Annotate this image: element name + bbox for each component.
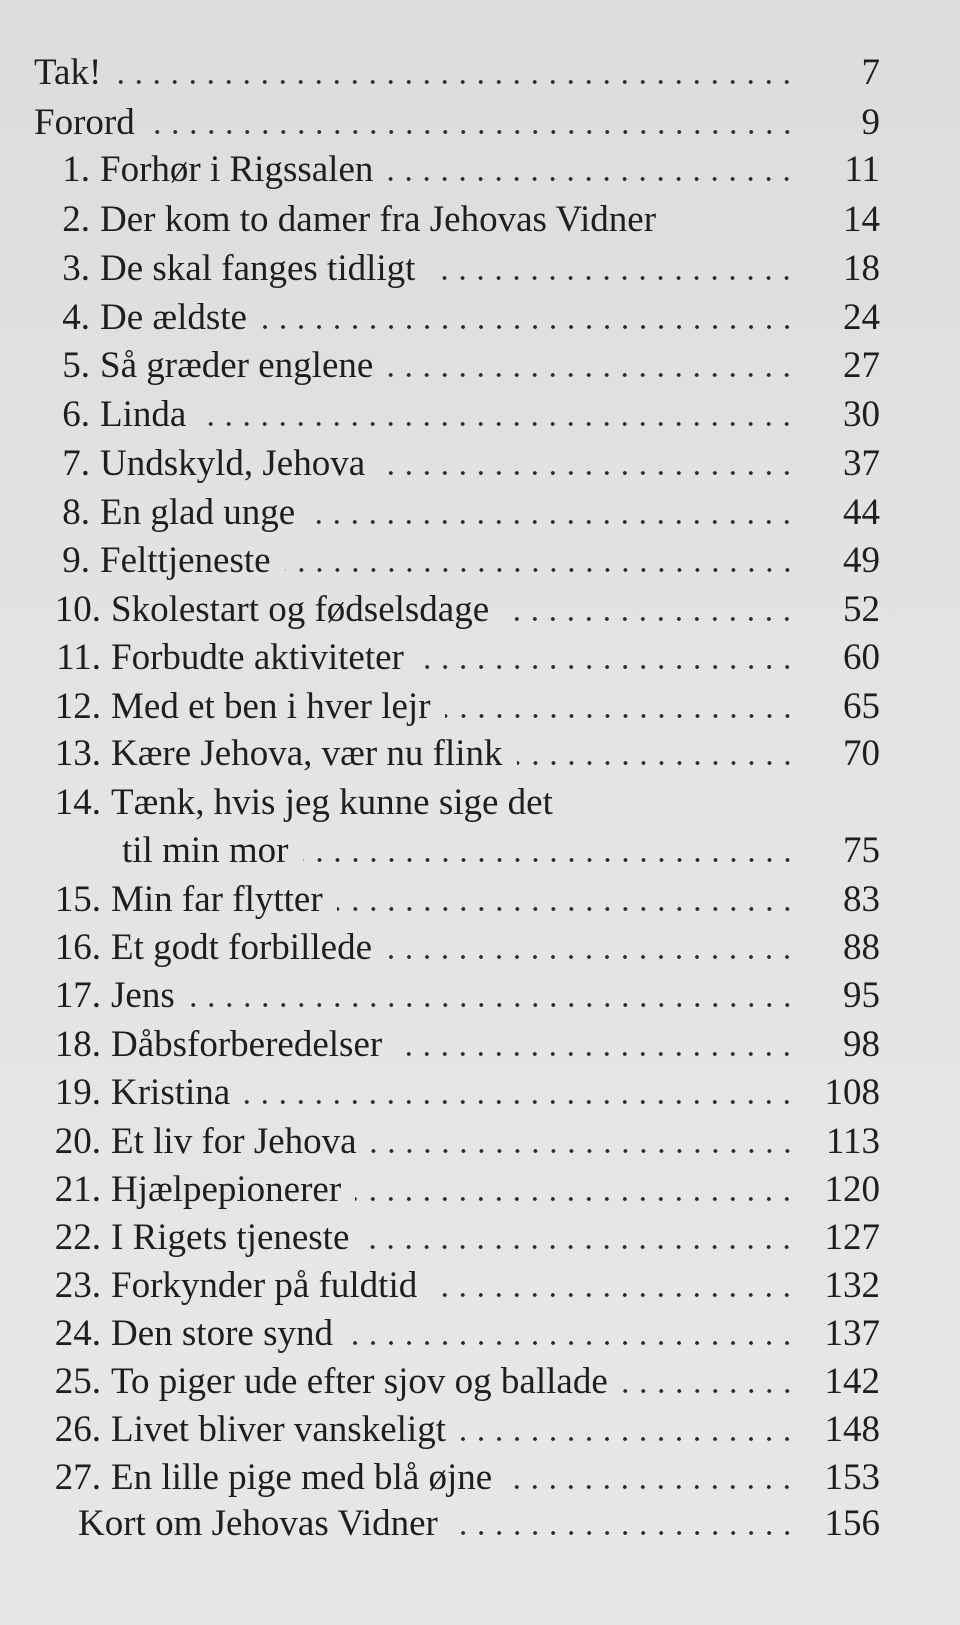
chapter-number: 22. — [54, 1217, 101, 1258]
toc-entry — [50, 393, 880, 437]
page-number: 148 — [824, 1409, 880, 1450]
toc-entry — [46, 926, 880, 970]
page-number: 142 — [824, 1361, 880, 1402]
chapter-number: 23. — [54, 1265, 101, 1306]
dot-leader — [517, 760, 796, 766]
chapter-number: 3. — [62, 248, 90, 289]
page-number: 83 — [843, 879, 880, 920]
toc-entry — [46, 1216, 880, 1260]
chapter-title: Dåbsforberedelser — [111, 1024, 383, 1065]
dot-leader — [149, 129, 796, 135]
toc-entry — [50, 198, 880, 242]
chapter-number: 7. — [62, 443, 90, 484]
page-number: 37 — [843, 443, 880, 484]
page-number: 24 — [843, 297, 880, 338]
page-number: 65 — [843, 686, 880, 727]
chapter-title: I Rigets tjeneste — [111, 1217, 350, 1258]
dot-leader — [303, 857, 797, 863]
chapter-title: Tak! — [34, 52, 102, 93]
dot-leader — [363, 1244, 796, 1250]
chapter-number: 18. — [54, 1024, 101, 1065]
dot-leader — [371, 1148, 796, 1154]
toc-entry — [46, 732, 880, 776]
dot-leader — [431, 1292, 796, 1298]
chapter-number: 4. — [62, 297, 90, 338]
page-number: 108 — [824, 1072, 880, 1113]
chapter-number: 11. — [56, 637, 101, 678]
toc-entry — [78, 1502, 880, 1546]
page-number: 27 — [843, 345, 880, 386]
page-number: 11 — [844, 149, 880, 190]
chapter-title: Jens — [111, 975, 175, 1016]
toc-entry — [50, 296, 880, 340]
chapter-number: 26. — [54, 1409, 101, 1450]
dot-leader — [418, 664, 796, 670]
dot-leader — [429, 275, 796, 281]
chapter-title: To piger ude efter sjov og ballade — [111, 1361, 608, 1402]
chapter-number: 16. — [54, 927, 101, 968]
dot-leader — [337, 906, 796, 912]
chapter-title: Et liv for Jehova — [111, 1121, 357, 1162]
page-number: 52 — [843, 589, 880, 630]
chapter-title: De skal fanges tidligt — [100, 248, 416, 289]
chapter-title: En lille pige med blå øjne — [111, 1457, 493, 1498]
toc-entry — [46, 1312, 880, 1356]
chapter-title: Kristina — [111, 1072, 231, 1113]
page-number: 137 — [824, 1313, 880, 1354]
chapter-number: 25. — [54, 1361, 101, 1402]
chapter-title: Forbudte aktiviteter — [111, 637, 404, 678]
page-number: 9 — [861, 102, 880, 143]
dot-leader — [622, 1388, 796, 1394]
chapter-number: 17. — [54, 975, 101, 1016]
dot-leader — [387, 372, 796, 378]
toc-entry — [50, 539, 880, 583]
toc-entry — [46, 1408, 880, 1452]
chapter-title: Skolestart og fødselsdage — [111, 589, 490, 630]
chapter-number: 10. — [54, 589, 101, 630]
page-number: 75 — [843, 830, 880, 871]
chapter-title: Min far flytter — [111, 879, 323, 920]
chapter-number: 21. — [54, 1169, 101, 1210]
page-number: 60 — [843, 637, 880, 678]
toc-entry — [50, 344, 880, 388]
chapter-title: Forhør i Rigssalen — [100, 149, 374, 190]
dot-leader — [347, 1340, 796, 1346]
dot-leader — [387, 176, 796, 182]
dot-leader — [200, 421, 796, 427]
chapter-title: De ældste — [100, 297, 247, 338]
dot-leader — [309, 519, 796, 525]
toc-entry — [50, 148, 880, 192]
dot-leader — [355, 1196, 796, 1202]
page-number: 18 — [843, 248, 880, 289]
chapter-number: 27. — [54, 1457, 101, 1498]
toc-entry — [50, 491, 880, 535]
dot-leader — [386, 954, 796, 960]
chapter-number: 2. — [62, 199, 90, 240]
page-number: 88 — [843, 927, 880, 968]
toc-entry — [46, 1071, 880, 1115]
chapter-number: 1. — [62, 149, 90, 190]
page-number: 30 — [843, 394, 880, 435]
toc-entry — [46, 1023, 880, 1067]
dot-leader — [396, 1051, 796, 1057]
chapter-title: Med et ben i hver lejr — [111, 686, 431, 727]
chapter-title: Et godt forbillede — [111, 927, 372, 968]
chapter-title: Hjælpepionerer — [111, 1169, 342, 1210]
toc-entry — [46, 1456, 880, 1500]
dot-leader — [506, 1484, 796, 1490]
toc-entry — [50, 442, 880, 486]
toc-entry — [46, 781, 880, 825]
page-number: 44 — [843, 492, 880, 533]
page-number: 70 — [843, 733, 880, 774]
chapter-title: En glad unge — [100, 492, 296, 533]
chapter-title: Livet bliver vanskeligt — [111, 1409, 446, 1450]
toc-entry — [46, 974, 880, 1018]
chapter-title: Kort om Jehovas Vidner — [78, 1503, 438, 1544]
dot-leader — [285, 567, 796, 573]
dot-leader — [379, 470, 796, 476]
page-number: 120 — [824, 1169, 880, 1210]
dot-leader — [460, 1436, 796, 1442]
page-number: 156 — [824, 1503, 880, 1544]
toc-entry — [46, 878, 880, 922]
toc-entry — [46, 1120, 880, 1164]
chapter-number: 15. — [54, 879, 101, 920]
chapter-number: 20. — [54, 1121, 101, 1162]
chapter-title: Linda — [100, 394, 187, 435]
toc-entry — [46, 1360, 880, 1404]
chapter-number: 9. — [62, 540, 90, 581]
dot-leader — [244, 1099, 796, 1105]
chapter-number: 24. — [54, 1313, 101, 1354]
toc-entry — [46, 588, 880, 632]
chapter-number: 5. — [62, 345, 90, 386]
chapter-number: 14. — [54, 782, 101, 823]
chapter-number: 8. — [62, 492, 90, 533]
page-number: 49 — [843, 540, 880, 581]
toc-entry-continuation — [122, 829, 880, 873]
toc-entry — [34, 51, 880, 95]
toc-entry — [50, 247, 880, 291]
chapter-title: Så græder englene — [100, 345, 374, 386]
dot-leader — [261, 324, 796, 330]
page-number: 113 — [825, 1121, 880, 1162]
chapter-title: Undskyld, Jehova — [100, 443, 366, 484]
chapter-title: Kære Jehova, vær nu flink — [111, 733, 503, 774]
chapter-number: 19. — [54, 1072, 101, 1113]
page-number: 7 — [861, 52, 880, 93]
chapter-title: Felttjeneste — [100, 540, 271, 581]
page-number: 95 — [843, 975, 880, 1016]
toc-entry — [46, 1168, 880, 1212]
page-number: 127 — [824, 1217, 880, 1258]
page-number: 153 — [824, 1457, 880, 1498]
chapter-title: til min mor — [122, 830, 289, 871]
dot-leader — [503, 616, 796, 622]
page-number: 14 — [843, 199, 880, 240]
chapter-number: 13. — [54, 733, 101, 774]
toc-entry — [34, 101, 880, 145]
chapter-number: 6. — [62, 394, 90, 435]
toc-entry — [46, 685, 880, 729]
page-number: 132 — [824, 1265, 880, 1306]
dot-leader — [445, 713, 796, 719]
chapter-title: Forkynder på fuldtid — [111, 1265, 418, 1306]
chapter-number: 12. — [54, 686, 101, 727]
dot-leader — [189, 1002, 796, 1008]
toc-entry — [46, 636, 880, 680]
chapter-title: Der kom to damer fra Jehovas Vidner — [100, 199, 657, 240]
chapter-title: Tænk, hvis jeg kunne sige det — [111, 782, 553, 823]
toc-entry — [46, 1264, 880, 1308]
chapter-title: Den store synd — [111, 1313, 333, 1354]
dot-leader — [452, 1530, 796, 1536]
dot-leader — [115, 79, 796, 85]
page-number: 98 — [843, 1024, 880, 1065]
chapter-title: Forord — [34, 102, 135, 143]
